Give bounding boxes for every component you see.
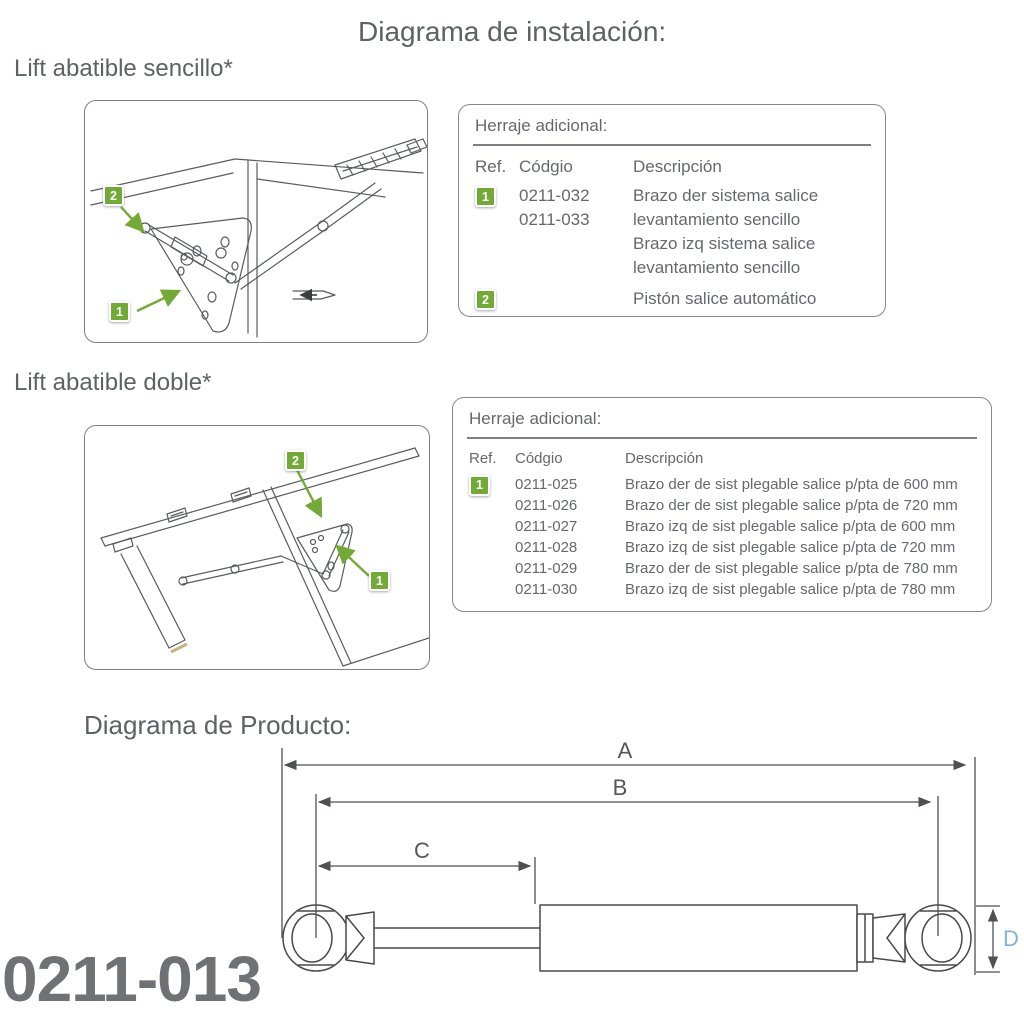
dim-label-b: B [612,775,628,800]
product-diagram [272,740,1020,1015]
page-title: Diagrama de instalación: [358,16,667,47]
dim-label-a: A [617,740,633,763]
column-header-desc: Descripción [633,156,722,176]
ref-badge-1: 1 [469,475,490,496]
code-line: 0211-028 [515,538,578,556]
install-diagram-doble [84,425,430,670]
parts-table-doble [452,397,992,612]
piston-dimension-drawing [272,740,1020,1010]
piston-rod [374,928,540,948]
desc-line: Brazo izq sistema salice [633,233,816,253]
desc-line: Brazo der sistema salice [633,185,819,205]
section-heading-sencillo: Lift abatible sencillo* [14,55,233,82]
ref-cell [469,474,515,600]
desc-line: Brazo der de sist plegable salice p/pta de 600 mm [625,475,958,493]
cylinder-body [540,905,857,971]
code-line: 0211-030 [515,580,578,598]
desc-cell [625,474,977,600]
code-cell [519,287,633,311]
green-arrow-icon [137,291,179,311]
callout-badge-1: 1 [369,570,390,591]
column-header-ref: Ref. [475,156,507,176]
sencillo-line-drawing [85,101,427,342]
code-cell [515,474,625,600]
ref-cell [475,287,519,311]
product-code: 0211-013 [2,943,261,1015]
green-arrow-icon [297,470,321,516]
column-header-ref: Ref. [469,449,497,467]
desc-line: Brazo izq de sist plegable salice p/pta de 720 mm [625,538,956,556]
code-line: 0211-026 [515,496,578,514]
section-heading-producto: Diagrama de Producto: [84,710,352,740]
callout-badge-1: 1 [109,301,130,322]
dim-label-c: C [414,838,430,863]
divider [473,144,871,146]
parts-table-sencillo [458,104,886,317]
dim-label-d: D [1003,926,1019,951]
section-heading-doble: Lift abatible doble* [14,369,212,396]
doble-line-drawing [85,426,429,669]
code-line: 0211-032 [519,185,590,205]
ref-badge-1: 1 [475,186,496,207]
divider [467,437,977,439]
desc-line: Brazo der de sist plegable salice p/pta de 780 mm [625,559,958,577]
desc-line: Brazo izq de sist plegable salice p/pta de 600 mm [625,517,956,535]
code-cell [519,184,633,280]
code-line: 0211-033 [519,209,590,229]
code-line: 0211-027 [515,517,578,535]
desc-line: Brazo izq de sist plegable salice p/pta de 780 mm [625,580,956,598]
desc-line: Brazo der de sist plegable salice p/pta de 720 mm [625,496,958,514]
desc-cell [633,287,871,311]
desc-line: levantamiento sencillo [633,209,801,229]
callout-badge-2: 2 [285,450,306,471]
table-title: Herraje adicional: [475,116,608,135]
code-line: 0211-029 [515,559,578,577]
install-diagram-sencillo [84,100,428,343]
desc-line: Pistón salice automático [633,288,817,308]
ref-badge-2: 2 [475,289,496,310]
green-arrow-icon [121,207,143,231]
callout-badge-2: 2 [103,185,124,206]
ref-cell [475,184,519,280]
desc-cell [633,184,871,280]
column-header-code: Códgio [519,156,573,176]
table-title: Herraje adicional: [469,409,602,428]
column-header-desc: Descripción [625,449,704,467]
code-line: 0211-025 [515,475,578,493]
desc-line: levantamiento sencillo [633,257,801,277]
column-header-code: Códgio [515,449,563,467]
green-arrow-icon [337,546,369,576]
